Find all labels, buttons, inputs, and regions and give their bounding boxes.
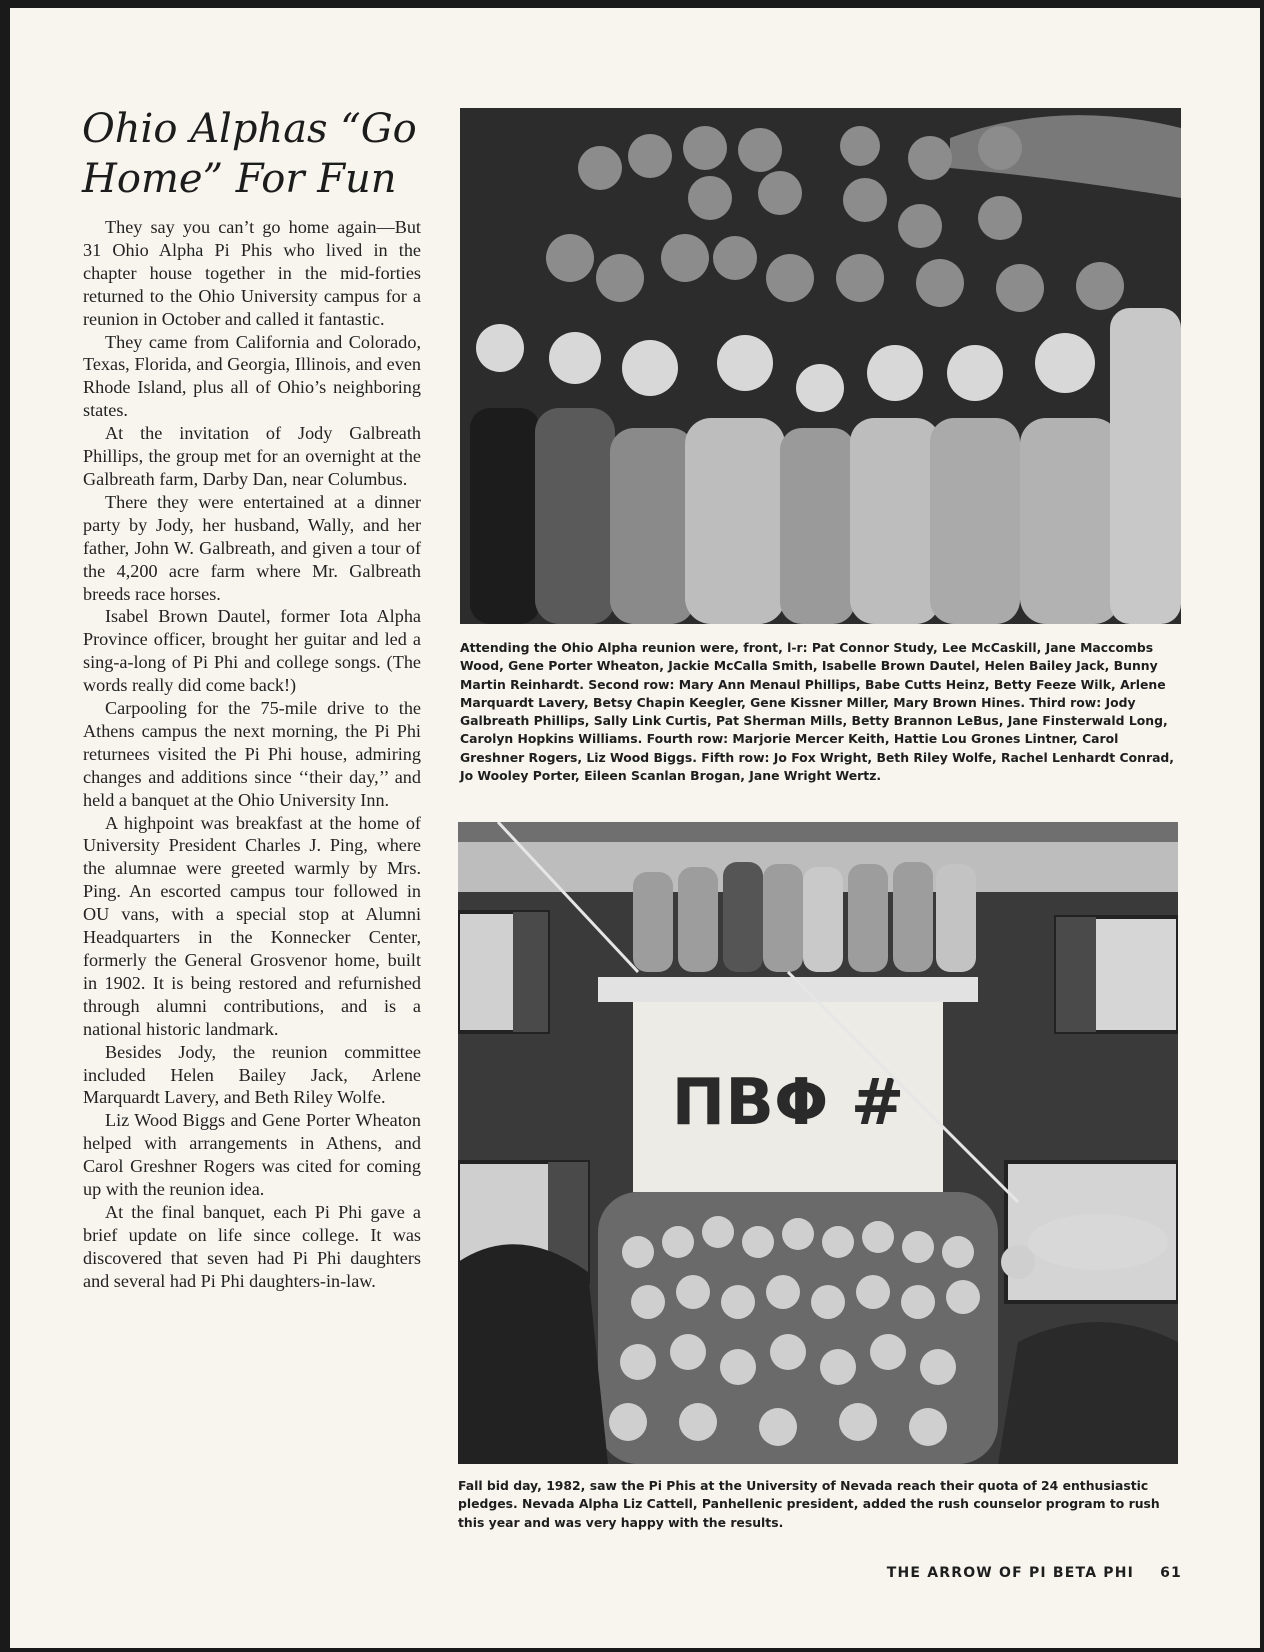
article-paragraph: A highpoint was breakfast at the home of University President Charles J. Ping, where the alumnae were greeted warmly by Mrs. Ping. An escorted campus tour followed in OU vans, with a special stop at Alumni Headquarters in the Konnecker Center, formerly the General Grosvenor home, built in 1902. It is being restored and refurnished through alumni contributions, and is a national historic landmark. [83,812,421,1039]
publication-name: THE ARROW OF PI BETA PHI [886,1565,1135,1581]
article-paragraph: Carpooling for the 75-mile drive to the Athens campus the next morning, the Pi Phi returnees visited the Pi Phi house, admiring changes and additions since ‘‘their day,’’ and held a banquet at the Ohio University Inn. [83,698,421,810]
page-footer [870,1565,1182,1581]
page-number: 61 [1160,1565,1182,1581]
article-paragraph: They came from California and Colorado, Texas, Florida, and Georgia, Illinois, and even Rhode Island, plus all of Ohio’s neighboring states. [83,331,421,421]
article-paragraph: Besides Jody, the reunion committee included Helen Bailey Jack, Arlene Marquardt Lavery, and Beth Riley Wolfe. [83,1041,421,1108]
reunion-group-photo [460,108,1181,624]
article-paragraph: Isabel Brown Dautel, former Iota Alpha Province officer, brought her guitar and led a sing-a-long of Pi Phi and college songs. (The words really did come back!) [83,606,421,696]
article-body [83,216,421,1293]
reunion-photo-caption: Attending the Ohio Alpha reunion were, front, l-r: Pat Connor Study, Lee McCaskill, Jane Maccombs Wood, Gene Porter Wheaton, Jackie McCalla Smith, Isabelle Brown Dautel, Helen Bailey Jack, Bunny Martin Reinhardt. Second row: Mary Ann Menaul Phillips, Babe Cutts Heinz, Betty Feeze Wilk, Arlene Marquardt Lavery, Betsy Chapin Keegler, Gene Kissner Miller, Mary Brown Hines. Third row: Jody Galbreath Phillips, Sally Link Curtis, Pat Sherman Mills, Betty Brannon LeBus, Jane Finsterwald Long, Carolyn Hopkins Williams. Fourth row: Marjorie Mercer Keith, Hattie Lou Grones Lintner, Carol Greshner Rogers, Liz Wood Biggs. Fifth row: Jo Fox Wright, Beth Riley Wolfe, Rachel Lenhardt Conrad, Jo Wooley Porter, Eileen Scanlan Brogan, Jane Wright Wertz. [460,640,1175,784]
article-paragraph: Liz Wood Biggs and Gene Porter Wheaton helped with arrangements in Athens, and Carol Greshner Rogers was cited for coming up with the reunion idea. [83,1110,421,1200]
bid-day-photo [458,822,1178,1464]
article-title: Ohio Alphas “Go Home” For Fun [82,106,417,202]
article-paragraph: At the final banquet, each Pi Phi gave a brief update on life since college. It was discovered that seven had Pi Phi daughters and several had Pi Phi daughters-in-law. [83,1201,421,1291]
article-paragraph: At the invitation of Jody Galbreath Phillips, the group met for an overnight at the Galbreath farm, Darby Dan, near Columbus. [83,423,421,489]
bid-day-photo-caption: Fall bid day, 1982, saw the Pi Phis at the University of Nevada reach their quota of 24 enthusiastic pledges. Nevada Alpha Liz Cattell, Panhellenic president, added the rush counselor program to rush this year and was very happy with the results. [458,1478,1160,1530]
article-paragraph: They say you can’t go home again—But 31 Ohio Alpha Pi Phis who lived in the chapter house together in the mid-forties returned to the Ohio University campus for a reunion in October and called it fantastic. [83,217,421,329]
bid-day-banner: ΠΒΦ # [671,1066,905,1140]
magazine-page [10,8,1260,1648]
article-paragraph: There they were entertained at a dinner party by Jody, her husband, Wally, and her father, John W. Galbreath, and given a tour of the 4,200 acre farm where Mr. Galbreath breeds race horses. [83,491,421,604]
